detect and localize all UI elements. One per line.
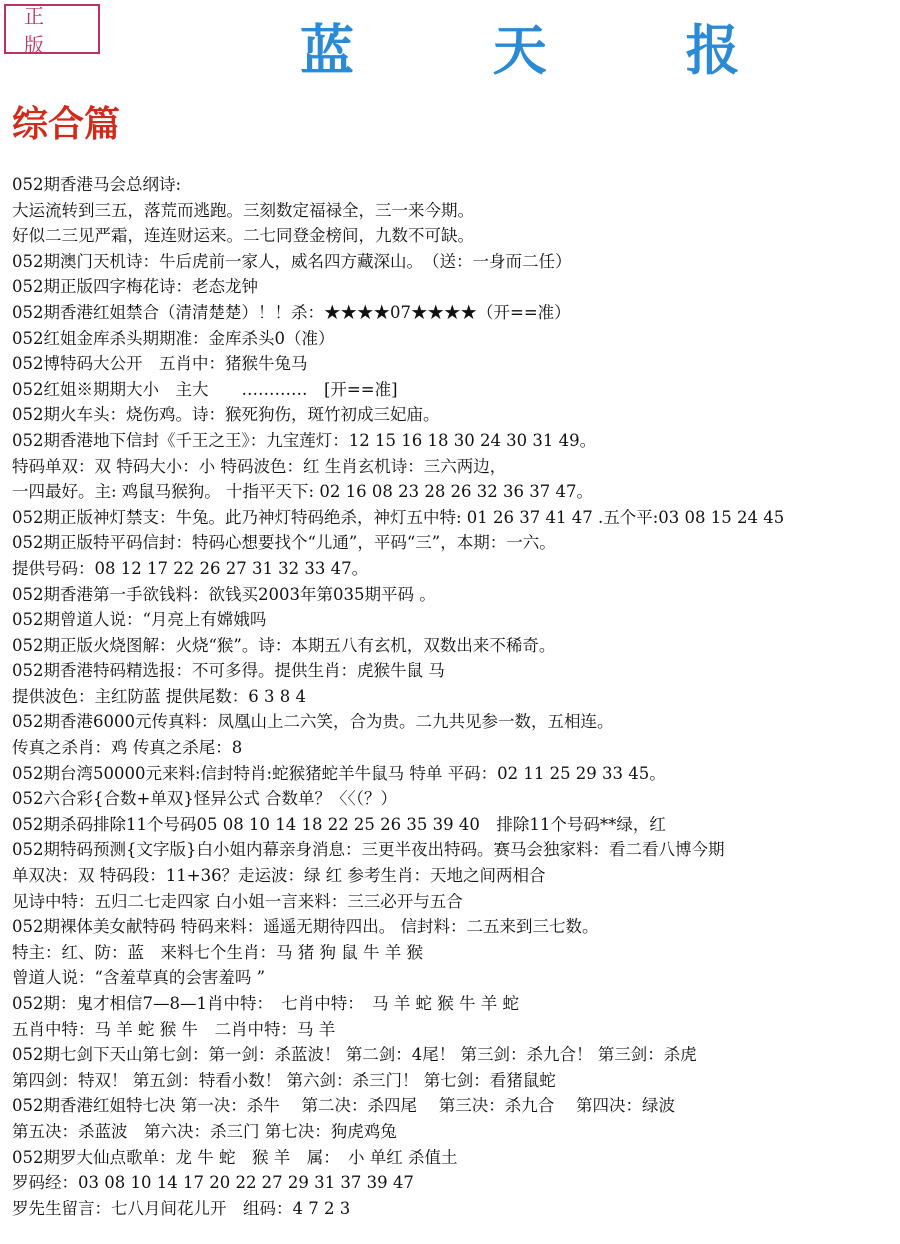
text-line: 第四剑：特双！ 第五剑：特看小数！ 第六剑：杀三门！ 第七剑：看猪鼠蛇 (12, 1070, 556, 1090)
text-line: 052期香港地下信封《千王之王》：九宝莲灯：12 15 16 18 30 24 30 31 49。 (12, 430, 597, 450)
text-line: 五肖中特：马 羊 蛇 猴 牛 二肖中特：马 羊 (12, 1019, 336, 1039)
text-line: 052期正版特平码信封：特码心想要找个“儿通”，平码“三”，本期：一六。 (12, 533, 556, 553)
text-line: 好似二三见严霜，连连财运来。二七同登金榜间，九数不可缺。 (12, 226, 474, 246)
text-line: 052期裸体美女献特码 特码来料：遥遥无期待四出。 信封料：二五来到三七数。 (12, 917, 599, 937)
text-line: 提供号码：08 12 17 22 26 27 31 32 33 47。 (12, 558, 369, 578)
text-line: 罗先生留言：七八月间花儿开 组码：4 7 2 3 (12, 1198, 351, 1218)
text-line: 052期香港马会总纲诗: (12, 175, 182, 194)
text-line: 052期正版四字梅花诗：老态龙钟 (12, 277, 258, 297)
text-line: 见诗中特：五归二七走四家 白小姐一言来料：三三必开与五合 (12, 891, 463, 911)
text-line: 特主：红、防：蓝 来料七个生肖：马 猪 狗 鼠 牛 羊 猴 (12, 942, 423, 962)
text-line: 052博特码大公开 五肖中：猪猴牛兔马 (12, 354, 308, 374)
text-line: 052红姐金库杀头期期准：金库杀头0（准） (12, 328, 335, 348)
text-line: 052期特码预测{文字版}白小姐内幕亲身消息：三更半夜出特码。赛马会独家料：看二看八博今期 (12, 840, 725, 860)
text-line: 052期台湾50000元来料:信封特肖:蛇猴猪蛇羊牛鼠马 特单 平码：02 11 25 29 33 45。 (12, 763, 666, 783)
text-line: 052期香港红姐特七决 第一决：杀牛 第二决：杀四尾 第三决：杀九合 第四决：绿波 (12, 1096, 675, 1116)
text-line: 提供波色：主红防蓝 提供尾数：6 3 8 4 (12, 686, 306, 706)
text-line: 052期香港特码精选报：不可多得。提供生肖：虎猴牛鼠 马 (12, 661, 445, 681)
text-line: 特码单双：双 特码大小：小 特码波色：红 生肖玄机诗：三六两边， (12, 456, 507, 476)
text-line: 052期罗大仙点歌单：龙 牛 蛇 猴 羊 属： 小 单红 杀值土 (12, 1147, 458, 1167)
zhengban-stamp: 正 版 (4, 4, 100, 54)
text-line: 052期七剑下天山第七剑：第一剑：杀蓝波！ 第二剑：4尾！ 第三剑：杀九合！ 第三剑：杀虎 (12, 1045, 697, 1065)
text-line: 052期香港第一手欲钱料：欲钱买2003年第035期平码 。 (12, 584, 436, 604)
content-lines (12, 172, 896, 1221)
text-line: 052期：鬼才相信7—8—1肖中特： 七肖中特： 马 羊 蛇 猴 牛 羊 蛇 (12, 994, 519, 1013)
text-line: 052期香港红姐禁合（清清楚楚）！！杀：★★★★07★★★★（开==准） (12, 302, 571, 322)
text-line: 曾道人说：“含羞草真的会害羞吗 ” (12, 968, 266, 988)
text-line: 第五决：杀蓝波 第六决：杀三门 第七决：狗虎鸡兔 (12, 1121, 397, 1141)
text-line: 罗码经：03 08 10 14 17 20 22 27 29 31 37 39 47 (12, 1173, 414, 1193)
text-line: 052期正版火烧图解：火烧“猴”。诗：本期五八有玄机，双数出来不稀奇。 (12, 635, 556, 655)
page-title: 蓝 天 报 (300, 18, 800, 82)
text-line: 052期澳门天机诗：牛后虎前一家人，威名四方藏深山。 （送：一身而二任） (12, 251, 572, 271)
section-heading: 综合篇 (12, 103, 121, 145)
text-line: 大运流转到三五，落荒而逃跑。三刻数定福禄全，三一来今期。 (12, 200, 474, 220)
text-line: 052期杀码排除11个号码05 08 10 14 18 22 25 26 35 39 40 排除11个号码**绿，红 (12, 814, 666, 834)
text-line: 052期火车头：烧伤鸡。诗：猴死狗伤，斑竹初成三妃庙。 (12, 405, 440, 425)
text-line: 一四最好。主: 鸡鼠马猴狗。 十指平天下: 02 16 08 23 28 26 32 36 37 47。 (12, 482, 594, 502)
text-line: 单双决：双 特码段：11+36？走运波：绿 红 参考生肖：天地之间两相合 (12, 866, 546, 886)
text-line: 052期香港6000元传真料：凤凰山上二六笑，合为贵。二九共见参一数，五相连。 (12, 712, 614, 732)
text-line: 传真之杀肖：鸡 传真之杀尾：8 (12, 738, 243, 758)
text-line: 052期正版神灯禁支：牛兔。此乃神灯特码绝杀，神灯五中特: 01 26 37 41 47 .五个平:03 08 15 24 45 (12, 507, 785, 527)
text-line: 052六合彩{合数+单双}怪异公式 合数单？〈〈（？） (12, 789, 398, 809)
text-line: 052期曾道人说：“月亮上有嫦娥吗 (12, 610, 267, 630)
text-line: 052红姐※期期大小 主大 ………… [开==准] (12, 379, 398, 399)
